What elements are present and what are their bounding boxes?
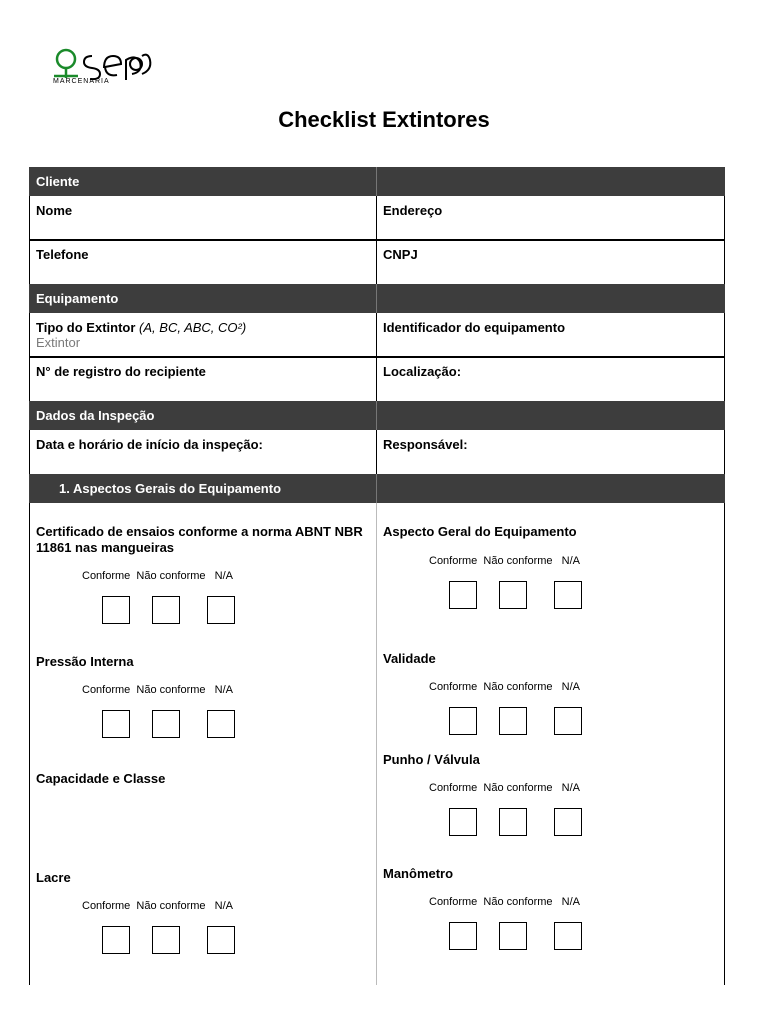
- question-pressao: Pressão Interna: [36, 654, 134, 669]
- checkbox-pressao-na[interactable]: [207, 710, 235, 738]
- checkbox-lacre-nao-conforme[interactable]: [152, 926, 180, 954]
- field-identificador[interactable]: Identificador do equipamento: [383, 320, 566, 335]
- option-nao-conforme-label: Não conforme: [136, 900, 206, 912]
- option-na-label: N/A: [561, 782, 580, 794]
- checkbox-certificado-nao-conforme[interactable]: [152, 596, 180, 624]
- field-telefone[interactable]: Telefone: [36, 247, 89, 262]
- field-tipo-extintor[interactable]: [36, 320, 246, 335]
- field-registro[interactable]: N° de registro do recipiente: [36, 364, 206, 379]
- section-equipamento-label: Equipamento: [36, 291, 119, 306]
- column-divider: [376, 196, 377, 284]
- checkbox-pressao-nao-conforme[interactable]: [152, 710, 180, 738]
- band-divider: [376, 167, 377, 196]
- checkbox-punho-na[interactable]: [554, 808, 582, 836]
- question-manometro: Manômetro: [383, 866, 454, 881]
- section-cliente: [29, 167, 725, 196]
- field-responsavel[interactable]: Responsável:: [383, 437, 468, 452]
- checkbox-lacre-na[interactable]: [207, 926, 235, 954]
- checkbox-aspecto-geral-nao-conforme[interactable]: [499, 581, 527, 609]
- option-nao-conforme-label: Não conforme: [483, 782, 553, 794]
- option-nao-conforme-label: Não conforme: [136, 684, 206, 696]
- option-na-label: N/A: [214, 900, 233, 912]
- options-manometro: [429, 896, 580, 908]
- checkbox-aspecto-geral-conforme[interactable]: [449, 581, 477, 609]
- options-punho: [429, 782, 580, 794]
- tipo-extintor-placeholder[interactable]: Extintor: [36, 335, 81, 350]
- band-divider: [376, 474, 377, 503]
- tipo-extintor-hint: (A, BC, ABC, CO²): [139, 320, 247, 335]
- band-divider: [376, 401, 377, 430]
- option-na-label: N/A: [561, 681, 580, 693]
- divider: [29, 356, 725, 358]
- checkbox-manometro-na[interactable]: [554, 922, 582, 950]
- company-logo: [38, 34, 160, 96]
- field-localizacao[interactable]: Localização:: [383, 364, 462, 379]
- question-validade: Validade: [383, 651, 436, 666]
- options-lacre: [82, 900, 233, 912]
- checkbox-pressao-conforme[interactable]: [102, 710, 130, 738]
- field-nome[interactable]: Nome: [36, 203, 73, 218]
- question-capacidade: Capacidade e Classe: [36, 771, 166, 786]
- options-pressao: [82, 684, 233, 696]
- option-nao-conforme-label: Não conforme: [136, 570, 206, 582]
- checkbox-aspecto-geral-na[interactable]: [554, 581, 582, 609]
- option-nao-conforme-label: Não conforme: [483, 896, 553, 908]
- tipo-extintor-label: Tipo do Extintor: [36, 320, 136, 335]
- divider: [29, 239, 725, 241]
- options-validade: [429, 681, 580, 693]
- section-aspectos: [29, 474, 725, 503]
- option-na-label: N/A: [214, 570, 233, 582]
- checkbox-certificado-na[interactable]: [207, 596, 235, 624]
- column-divider: [376, 313, 377, 401]
- option-conforme-label: Conforme: [82, 900, 131, 912]
- checkbox-certificado-conforme[interactable]: [102, 596, 130, 624]
- checkbox-punho-nao-conforme[interactable]: [499, 808, 527, 836]
- question-certificado: Certificado de ensaios conforme a norma ABNT NBR 11861 nas mangueiras: [36, 524, 363, 555]
- option-conforme-label: Conforme: [429, 681, 478, 693]
- column-divider: [376, 430, 377, 474]
- option-na-label: N/A: [561, 555, 580, 567]
- option-conforme-label: Conforme: [429, 896, 478, 908]
- page-title: Checklist Extintores: [278, 107, 490, 132]
- question-aspecto-geral: Aspecto Geral do Equipamento: [383, 524, 577, 539]
- logo-subtitle: MARCENARIA: [53, 78, 110, 85]
- question-lacre: Lacre: [36, 870, 71, 885]
- options-certificado: [82, 570, 233, 582]
- column-divider: [376, 503, 377, 985]
- option-nao-conforme-label: Não conforme: [483, 555, 553, 567]
- option-na-label: N/A: [214, 684, 233, 696]
- question-punho: Punho / Válvula: [383, 752, 480, 767]
- option-na-label: N/A: [561, 896, 580, 908]
- section-dados: [29, 401, 725, 430]
- field-data-inicio[interactable]: Data e horário de início da inspeção:: [36, 437, 263, 452]
- field-endereco[interactable]: Endereço: [383, 203, 443, 218]
- checkbox-validade-conforme[interactable]: [449, 707, 477, 735]
- checkbox-punho-conforme[interactable]: [449, 808, 477, 836]
- field-cnpj[interactable]: CNPJ: [383, 247, 418, 262]
- checkbox-manometro-nao-conforme[interactable]: [499, 922, 527, 950]
- checkbox-lacre-conforme[interactable]: [102, 926, 130, 954]
- option-conforme-label: Conforme: [82, 570, 131, 582]
- options-aspecto-geral: [429, 555, 580, 567]
- option-conforme-label: Conforme: [429, 555, 478, 567]
- option-nao-conforme-label: Não conforme: [483, 681, 553, 693]
- section-cliente-label: Cliente: [36, 174, 80, 189]
- option-conforme-label: Conforme: [82, 684, 131, 696]
- checkbox-validade-na[interactable]: [554, 707, 582, 735]
- section-dados-label: Dados da Inspeção: [36, 408, 155, 423]
- band-divider: [376, 284, 377, 313]
- checkbox-manometro-conforme[interactable]: [449, 922, 477, 950]
- checkbox-validade-nao-conforme[interactable]: [499, 707, 527, 735]
- section-equipamento: [29, 284, 725, 313]
- section-aspectos-label: 1. Aspectos Gerais do Equipamento: [59, 481, 282, 496]
- option-conforme-label: Conforme: [429, 782, 478, 794]
